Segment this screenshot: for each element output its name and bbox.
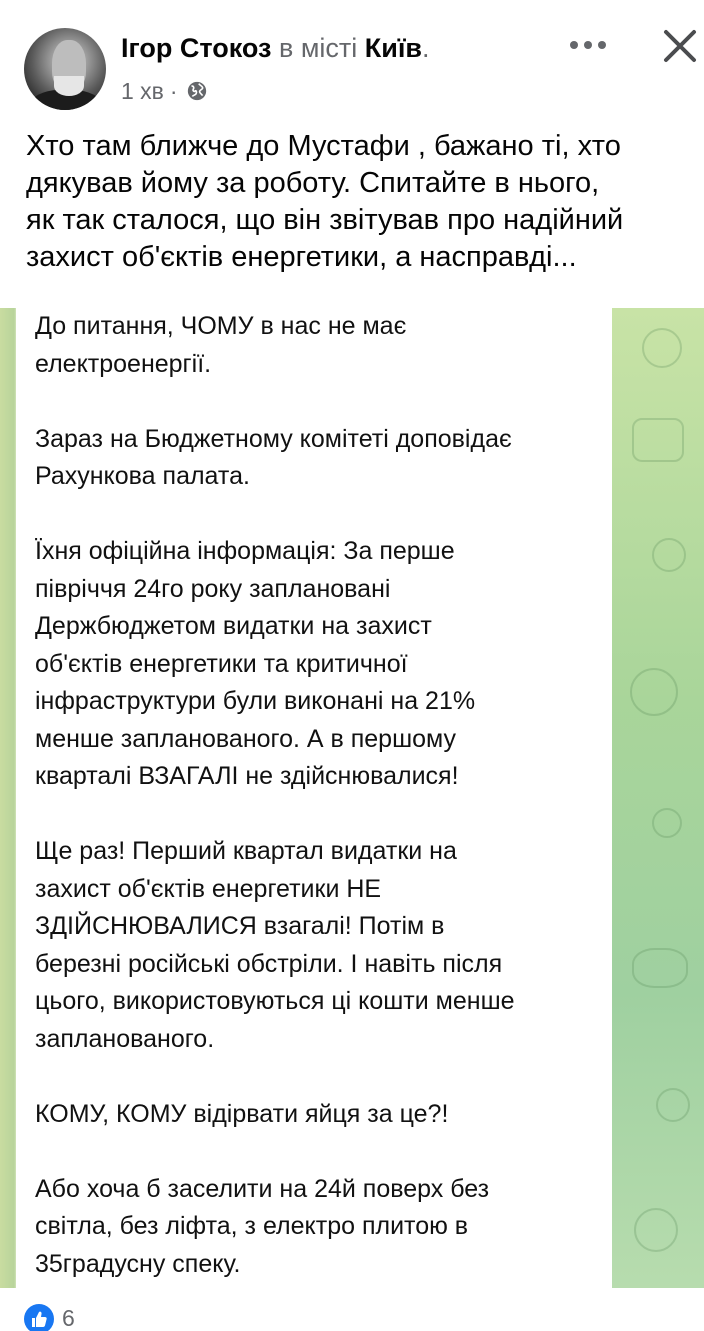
message-paragraph xyxy=(35,421,605,496)
message-line: захист об'єктів енергетики НЕ xyxy=(35,874,382,903)
paragraph-gap xyxy=(35,1058,605,1096)
paragraph-gap xyxy=(35,383,605,421)
message-line: 35градусну спеку. xyxy=(35,1249,241,1278)
message-line: Держбюджетом видатки на захист xyxy=(35,612,432,640)
message-line: Зараз на Бюджетному комітеті доповідає xyxy=(35,424,512,453)
location-prefix: в місті xyxy=(278,33,358,63)
thumbs-up-icon xyxy=(24,1304,54,1331)
message-paragraph xyxy=(35,1171,605,1284)
message-paragraph xyxy=(35,833,605,1058)
message-line: До питання, ЧОМУ в нас не має xyxy=(35,312,407,340)
chat-background xyxy=(612,308,704,1288)
like-icon[interactable] xyxy=(24,1304,54,1331)
post-text xyxy=(26,128,696,276)
reaction-count[interactable]: 6 xyxy=(62,1305,75,1331)
close-icon[interactable] xyxy=(660,26,700,66)
more-dot xyxy=(570,41,578,49)
location-suffix: . xyxy=(422,33,430,63)
post-meta xyxy=(121,76,208,106)
message-line: півріччя 24го року заплановані xyxy=(35,574,391,603)
author-avatar[interactable] xyxy=(24,28,106,110)
post-header xyxy=(0,0,704,120)
background-doodle xyxy=(642,328,682,368)
background-doodle xyxy=(652,538,686,572)
more-dot xyxy=(598,41,606,49)
message-line: цього, використовуються ці кошти менше xyxy=(35,987,515,1015)
paragraph-gap xyxy=(35,1133,605,1171)
more-dot xyxy=(584,41,592,49)
message-line: Ще раз! Перший квартал видатки на xyxy=(35,837,457,865)
message-text xyxy=(35,308,605,1283)
background-doodle xyxy=(632,948,688,988)
post-time[interactable]: 1 хв xyxy=(121,78,164,104)
paragraph-gap xyxy=(35,796,605,834)
message-line: світла, без ліфта, з електро плитою в xyxy=(35,1212,469,1240)
message-line: КОМУ, КОМУ відірвати яйця за це?! xyxy=(35,1099,449,1128)
message-line: електроенергії. xyxy=(35,349,212,378)
message-line: кварталі ВЗАГАЛІ не здійснювалися! xyxy=(35,762,459,790)
post-text-line: Хто там ближче до Мустафи , бажано ті, хто xyxy=(26,130,621,162)
message-paragraph xyxy=(35,308,605,383)
message-line: об'єктів енергетики та критичної xyxy=(35,649,408,678)
post-image[interactable] xyxy=(0,308,704,1288)
post-text-line: дякував йому за роботу. Спитайте в нього, xyxy=(26,167,600,199)
author-name[interactable]: Ігор Стокоз xyxy=(121,33,272,63)
message-line: Або хоча б заселити на 24й поверх без xyxy=(35,1174,490,1203)
location-name[interactable]: Київ xyxy=(364,33,423,63)
meta-separator: · xyxy=(169,78,178,104)
background-doodle xyxy=(652,808,682,838)
message-line: інфраструктури були виконані на 21% xyxy=(35,687,476,715)
message-line: березні російські обстріли. І навіть після xyxy=(35,949,503,978)
background-doodle xyxy=(632,418,684,462)
message-line: Їхня офіційна інформація: За перше xyxy=(35,537,455,565)
author-line xyxy=(121,30,430,66)
avatar-beard xyxy=(54,76,84,96)
post-text-line[interactable]: захист об'єктів енергетики, а насправді... xyxy=(26,241,577,273)
message-line: Рахункова палата. xyxy=(35,462,250,490)
post-text-line: як так сталося, що він звітував про надійний xyxy=(26,204,624,236)
message-line: менше запланованого. А в першому xyxy=(35,724,457,753)
paragraph-gap xyxy=(35,496,605,534)
message-line: запланованого. xyxy=(35,1024,215,1053)
globe-icon[interactable] xyxy=(186,80,208,102)
reactions-bar[interactable] xyxy=(0,1288,704,1331)
message-paragraph xyxy=(35,533,605,796)
background-doodle xyxy=(630,668,678,716)
background-doodle xyxy=(656,1088,690,1122)
message-paragraph xyxy=(35,1096,605,1134)
more-horizontal-icon[interactable] xyxy=(566,30,610,60)
background-doodle xyxy=(634,1208,678,1252)
message-line: ЗДІЙСНЮВАЛИСЯ взагалі! Потім в xyxy=(35,912,445,940)
